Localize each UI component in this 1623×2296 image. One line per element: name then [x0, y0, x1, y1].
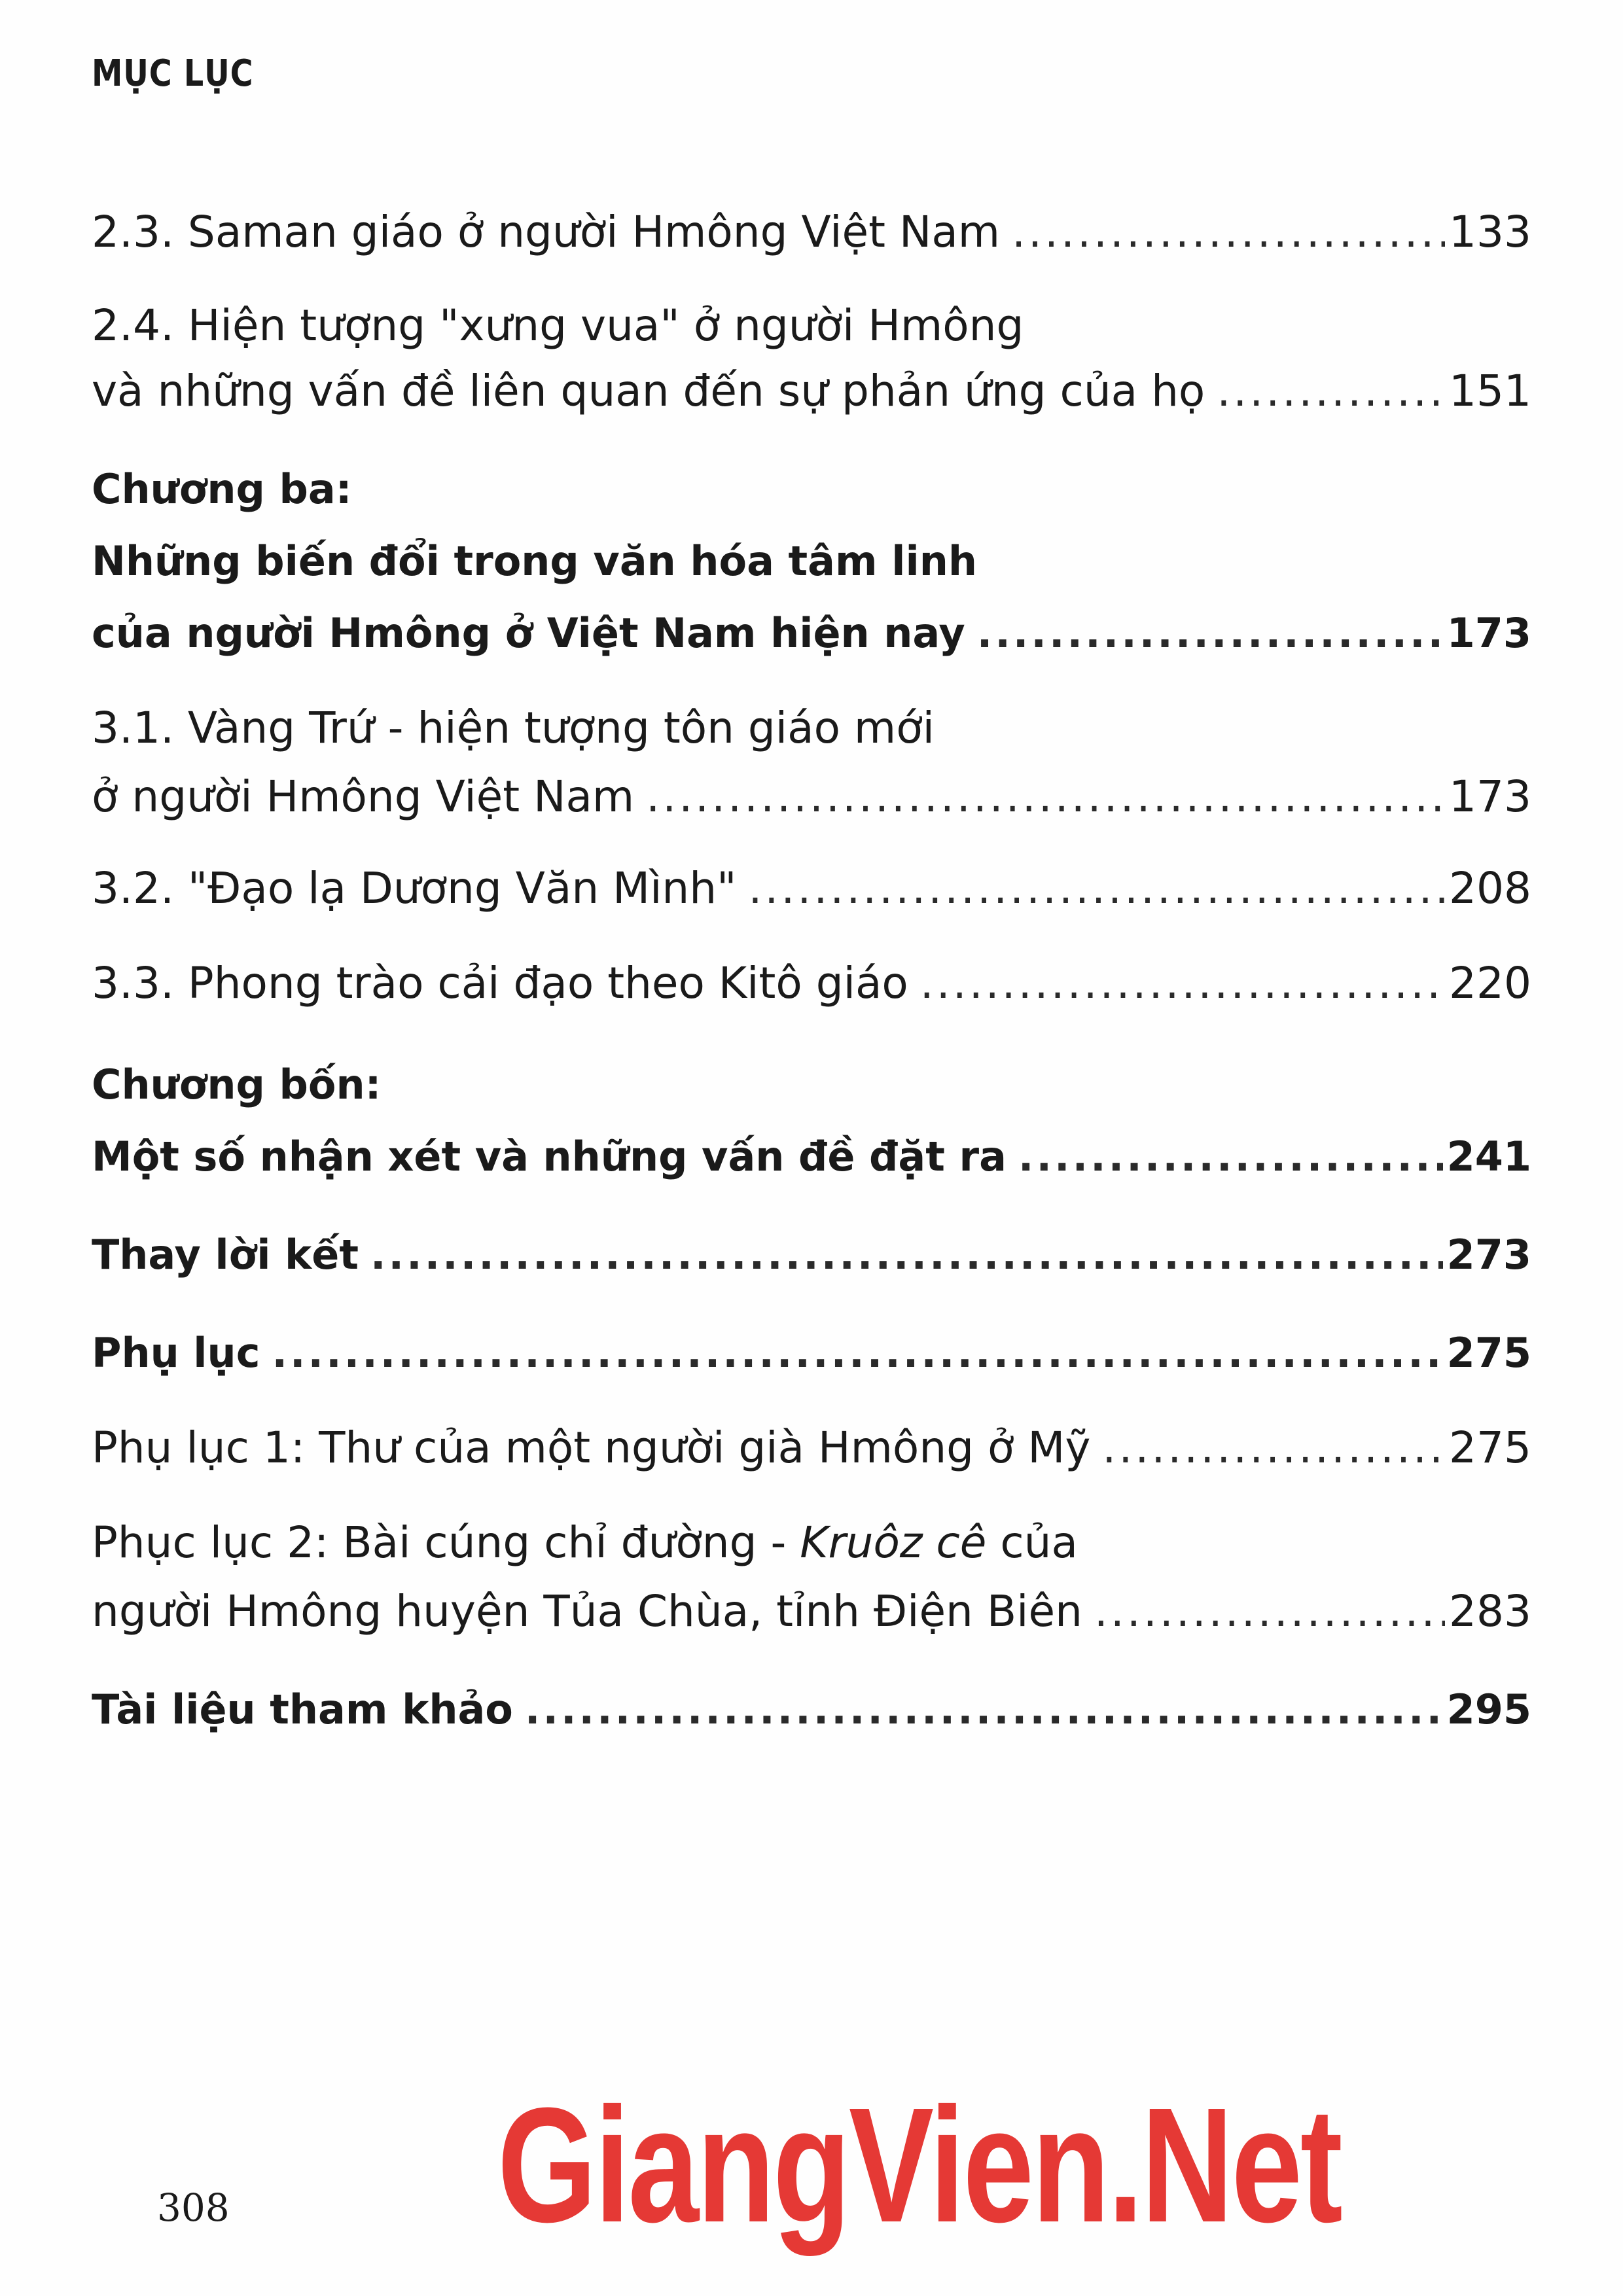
- dot-leader: [646, 768, 1445, 826]
- toc-entry-title: 3.2. "Đạo lạ Dương Văn Mình": [92, 863, 737, 913]
- dot-leader: [1018, 1127, 1443, 1186]
- toc-entry-title: 3.3. Phong trào cải đạo theo Kitô giáo: [92, 958, 908, 1008]
- dot-leader: [1012, 203, 1445, 262]
- toc-entry-title: và những vấn đề liên quan đến sự phản ứng của họ: [92, 366, 1205, 416]
- toc-entry-title: [92, 1513, 1078, 1572]
- toc-entry-3-1-line2: [92, 768, 1531, 826]
- toc-entry-page: 173: [1446, 609, 1531, 657]
- toc-entry-title: ở người Hmông Việt Nam: [92, 771, 635, 822]
- toc-entry-3-3: [92, 954, 1531, 1013]
- toc-entry-appendix-2-line1: [92, 1513, 1531, 1572]
- toc-entry-title: Thay lời kết: [92, 1231, 359, 1279]
- chapter-3-title-line1: [92, 532, 1531, 591]
- toc-entry-page: 273: [1446, 1231, 1531, 1279]
- page-number: 308: [157, 2185, 230, 2230]
- chapter-4-title: [92, 1127, 1531, 1186]
- toc-entry-2-3: [92, 203, 1531, 262]
- toc-entry-page: 173: [1449, 771, 1531, 822]
- toc-entry-2-4-line1: [92, 296, 1531, 355]
- chapter-title: của người Hmông ở Việt Nam hiện nay: [92, 609, 965, 657]
- toc-entry-page: 208: [1449, 863, 1531, 913]
- running-head: MỤC LỤC: [92, 52, 254, 95]
- toc-entry-references: [92, 1680, 1531, 1739]
- dot-leader: [1094, 1582, 1445, 1641]
- toc-entry-title-part: Phục lục 2: Bài cúng chỉ đường -: [92, 1517, 800, 1568]
- toc-entry-title: Phụ lục: [92, 1329, 260, 1377]
- toc-entry-page: 220: [1449, 958, 1531, 1008]
- toc-entry-page: 283: [1449, 1586, 1531, 1636]
- toc-entry-title: 3.1. Vàng Trứ - hiện tượng tôn giáo mới: [92, 703, 935, 753]
- toc-entry-page: 133: [1449, 207, 1531, 257]
- toc-entry-title: Phụ lục 1: Thư của một người già Hmông ở Mỹ: [92, 1422, 1091, 1473]
- toc-entry-conclusion: [92, 1226, 1531, 1284]
- toc-entry-2-4-line2: [92, 362, 1531, 421]
- dot-leader: [1102, 1419, 1445, 1477]
- chapter-label: Chương ba:: [92, 465, 352, 513]
- dot-leader: [1217, 362, 1445, 421]
- chapter-label: Chương bốn:: [92, 1061, 382, 1108]
- dot-leader: [748, 859, 1445, 918]
- toc-entry-title: 2.4. Hiện tượng "xưng vua" ở người Hmông: [92, 300, 1024, 351]
- toc-entry-page: 275: [1446, 1329, 1531, 1377]
- watermark-logo: GiangVien.Net: [497, 2074, 1341, 2256]
- toc-entry-page: 241: [1446, 1133, 1531, 1180]
- toc-entry-title: Tài liệu tham khảo: [92, 1686, 513, 1733]
- toc-entry-title: 2.3. Saman giáo ở người Hmông Việt Nam: [92, 207, 1001, 257]
- toc-entry-title: người Hmông huyện Tủa Chùa, tỉnh Điện Biên: [92, 1586, 1082, 1636]
- chapter-title: Một số nhận xét và những vấn đề đặt ra: [92, 1133, 1007, 1180]
- dot-leader: [272, 1324, 1442, 1383]
- toc-entry-page: 295: [1446, 1686, 1531, 1733]
- toc-entry-3-1-line1: [92, 699, 1531, 758]
- toc-entry-page: 151: [1449, 366, 1531, 416]
- dot-leader: [920, 954, 1445, 1013]
- toc-entry-appendix-2-line2: [92, 1582, 1531, 1641]
- chapter-3-label: [92, 460, 1531, 519]
- toc-entry-title-italic: Kruôz cê: [800, 1517, 987, 1568]
- toc-entry-page: 275: [1449, 1422, 1531, 1473]
- chapter-title: Những biến đổi trong văn hóa tâm linh: [92, 537, 977, 585]
- dot-leader: [525, 1680, 1443, 1739]
- toc-entry-appendix-1: [92, 1419, 1531, 1477]
- toc-entry-title-part: của: [986, 1517, 1078, 1568]
- toc-entry-3-2: [92, 859, 1531, 918]
- chapter-4-label: [92, 1055, 1531, 1114]
- dot-leader: [370, 1226, 1443, 1284]
- chapter-3-title-line2: [92, 604, 1531, 663]
- dot-leader: [977, 604, 1443, 663]
- toc-entry-appendix: [92, 1324, 1531, 1383]
